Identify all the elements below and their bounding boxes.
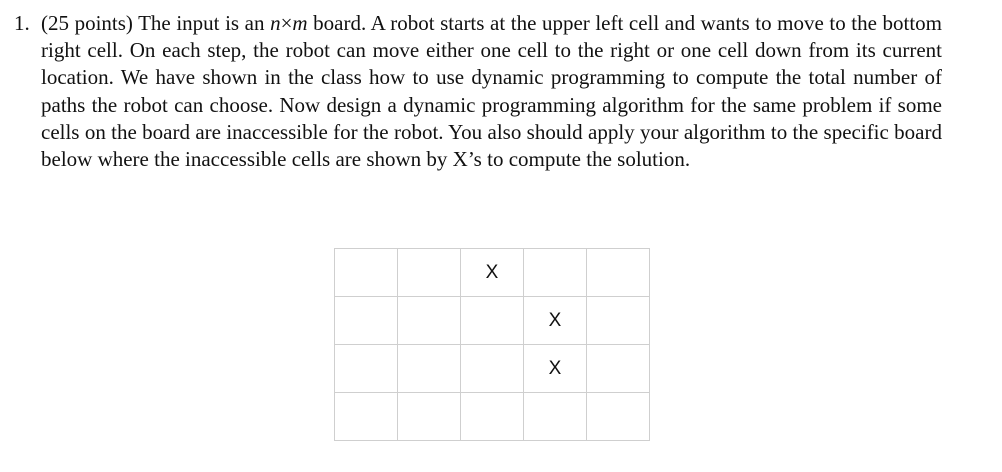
board-cell-blocked: X bbox=[524, 345, 587, 393]
board-cell bbox=[524, 249, 587, 297]
problem-text-body: board. A robot starts at the upper left cell and wants to move to the bottom right cell. On each step, the robot can move either one cell to the right or one cell down from its current location. We have shown in the class how to use dynamic programming to compute the total number of paths the robot can choose. Now design a dynamic programming algorithm for the same problem if some cells on the board are inaccessible for the robot. You also should apply your algorithm to the specific board below where the inaccessible cells are shown by X’s to compute the solution. bbox=[41, 11, 943, 172]
problem-statement bbox=[14, 10, 942, 173]
math-m: m bbox=[292, 11, 308, 35]
board-cell bbox=[461, 345, 524, 393]
problem-text bbox=[41, 10, 942, 173]
board-cell bbox=[398, 393, 461, 441]
board-row bbox=[335, 249, 650, 297]
board-row bbox=[335, 393, 650, 441]
board-row bbox=[335, 345, 650, 393]
board-row bbox=[335, 297, 650, 345]
board-cell bbox=[461, 393, 524, 441]
board-cell bbox=[587, 249, 650, 297]
board-cell bbox=[398, 297, 461, 345]
board-cell bbox=[587, 345, 650, 393]
board-cell bbox=[335, 393, 398, 441]
board-cell bbox=[524, 393, 587, 441]
board-cell bbox=[335, 345, 398, 393]
board-cell bbox=[587, 297, 650, 345]
board-cell bbox=[587, 393, 650, 441]
board-cell bbox=[335, 249, 398, 297]
problem-number: 1. bbox=[14, 11, 30, 35]
board-cell bbox=[335, 297, 398, 345]
problem-points: (25 points) bbox=[41, 11, 133, 35]
board-cell bbox=[398, 249, 461, 297]
math-n: n bbox=[270, 11, 281, 35]
board-cell bbox=[398, 345, 461, 393]
problem-text-intro: The input is an bbox=[138, 11, 265, 35]
board-cell-blocked: X bbox=[461, 249, 524, 297]
board-grid bbox=[334, 248, 650, 441]
math-times: × bbox=[280, 11, 293, 35]
board-cell-blocked: X bbox=[524, 297, 587, 345]
board-cell bbox=[461, 297, 524, 345]
